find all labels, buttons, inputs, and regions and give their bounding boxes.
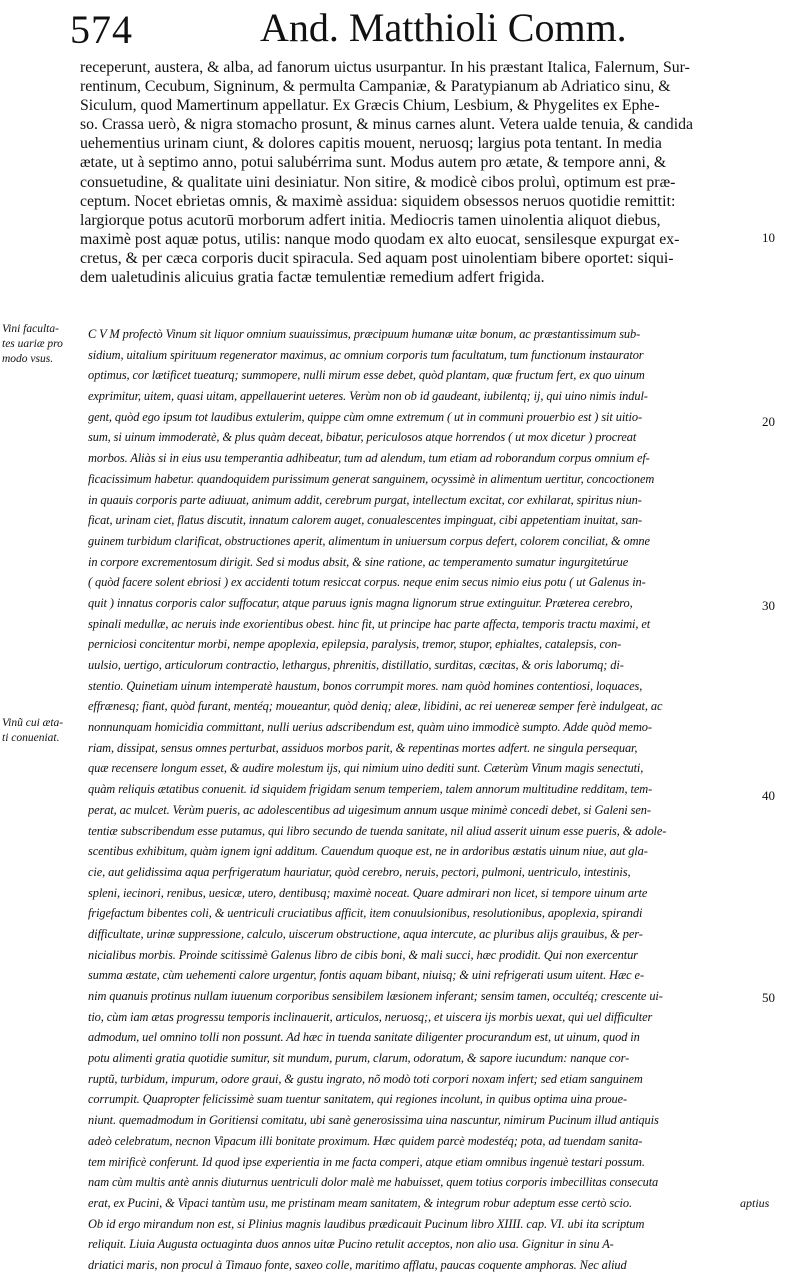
commentary-line: cie, aut gelidissima aqua perfrigeratum hauriatur, quòd cerebro, neruis, pectori, pulmoni, uentriculo, intestinis, bbox=[88, 864, 631, 879]
commentary-line: frigefactum bibentes coli, & uentriculi cruciatibus afficit, item conuulsionibus, resolutionibus, apoplexia, spirandi bbox=[88, 906, 643, 921]
commentary-line: sum, si uinum immoderatè, & plus quàm deceat, bibatur, periculosos atque horrendos ( ut mox dicetur ) procreat bbox=[88, 430, 637, 445]
line-number-50: 50 bbox=[762, 990, 775, 1005]
commentary-line: quit ) innatus corporis calor suffocatur, atque paruus ignis magna lignorum strue extinguitur. Præterea cerebro, bbox=[88, 595, 633, 610]
commentary-line: exprimitur, uitem, quasi uitam, appellauerint ueteres. Verùm non ob id gaudeant, iubilentq; ij, qui uino nimis indul- bbox=[88, 389, 648, 404]
commentary-line: guinem turbidum clarificat, obstructiones aperit, alimentum in uniuersum corpus defert, colorem conciliat, & omne bbox=[88, 533, 650, 548]
line-number-30: 30 bbox=[762, 598, 775, 613]
page-number: 574 bbox=[70, 7, 133, 52]
commentary-line: ficacissimum habetur. quandoquidem purissimum generat sanguinem, ocyssimè in alimentum uertitur, concoctionem bbox=[88, 471, 655, 486]
text-line: largiorque potus acutorū morborum adfert initia. Mediocris tamen uinolentia aliquot diebus, bbox=[80, 211, 661, 229]
commentary-line: tem mirificè conferunt. Id quod ipse experientia in me facta comperi, atque etiam omnibus ingenuè testari possum. bbox=[88, 1154, 645, 1169]
text-line: rentinum, Cecubum, Signinum, & permulta Campaniæ, & Paratypianum ab Adriatico sinu, & bbox=[80, 78, 671, 96]
text-line: Siculum, quod Mamertinum appellatur. Ex Græcis Chium, Lesbium, & Phygelites ex Ephe- bbox=[80, 97, 660, 115]
side-note-line: Vinũ cui æta- bbox=[2, 717, 64, 729]
commentary-line: scentibus exhibitum, quàm ignem igni additum. Cauendum quoque est, ne in ardoribus æstatis uinum niue, aut gla- bbox=[88, 844, 648, 859]
commentary-line: in corpore excrementosum dirigit. Sed si modus absit, & sine ratione, ac temperamento sumatur ingurgitetúrue bbox=[88, 554, 629, 569]
commentary-line: tio, cùm iam ætas progressu temporis inclinauerit, articulos, neruosq;, et uiscera ijs morbis uexat, qui uel difficulter bbox=[88, 1009, 653, 1024]
commentary-line: nonnunquam homicidia committant, nulli uerius adscribendum est, quàm uino immodicè sumpto. Adde quòd memo- bbox=[88, 720, 652, 735]
catchword: aptius bbox=[740, 1196, 770, 1210]
side-note-line: tes uariæ pro bbox=[2, 338, 63, 350]
text-line: uehementius urinam ciunt, & dolores capitis mouent, neruosq; largius pota tentant. In media bbox=[80, 135, 662, 153]
text-line: cretus, & per cæca corporis ducit spiracula. Sed aquam post uinolentiam bibere oportet: siqui- bbox=[80, 249, 674, 267]
commentary-line: spinali medullæ, ac neruis inde exorientibus obest. hinc fit, ut principe hac parte affecta, temporis tractu maximi, et bbox=[88, 616, 651, 631]
commentary-line: C V M profectò Vinum sit liquor omnium suauissimus, præcipuum humanæ uitæ bonum, ac præstantissimum sub- bbox=[88, 327, 641, 341]
commentary-line: nicialibus morbis. Proinde scitissimè Galenus libro de cibis boni, & mali succi, hæc prodidit. Qui non exercentur bbox=[88, 947, 638, 962]
commentary-line: ( quòd facere solent ebriosi ) ex accidenti totum resiccat corpus. neque enim secus nimio eius potu ( ut Galenus in- bbox=[88, 575, 646, 590]
commentary-line: corrumpit. Quapropter felicissimè suam tuentur sanitatem, qui regiones incolunt, in quibus optima uina proue- bbox=[88, 1092, 628, 1107]
running-head: And. Matthioli Comm. bbox=[260, 5, 627, 50]
commentary-line: tentiæ subscribendum esse putamus, qui libro secundo de tuenda sanitate, nil aliud asserit uinum esse pueris, & adole- bbox=[88, 823, 667, 838]
commentary-line: effrænesq; fiant, quòd furant, mentéq; moueantur, quòd deniq; aleæ, libidini, ac rei uenereæ semper ferè indulgeat, ac bbox=[88, 699, 663, 714]
text-line: maximè post aquæ potus, utilis: nanque modo quodam ex alto euocat, sensilesque expurgat ex- bbox=[80, 230, 680, 248]
commentary-line: optimus, cor lætificet tueaturq; summopere, nulli mirum esse debet, quòd plantam, quæ fructum fert, ex quo uinum bbox=[88, 368, 645, 383]
commentary-line: niunt. quemadmodum in Goritiensi comitatu, ubi sanè generosissima uina nascuntur, nimirum Pucinum illud antiquis bbox=[88, 1113, 659, 1128]
text-line: receperunt, austera, & alba, ad fanorum uictus usurpantur. In his præstant Italica, Falernum, Sur- bbox=[80, 59, 690, 76]
commentary-line: perat, ac mulcet. Verùm pueris, ac adolescentibus ad uigesimum annum usque minimè concedi debet, si Galeni sen- bbox=[88, 802, 651, 817]
page-header bbox=[70, 4, 710, 56]
text-line: so. Crassa uerò, & nigra stomacho prosunt, & minus carnes alunt. Vetera ualde tenuia, & candida bbox=[80, 116, 693, 134]
text-line: ceptum. Nocet ebrietas omnis, & maximè assidua: siquidem obsessos neruos quotidie remittit: bbox=[80, 192, 676, 210]
commentary-line: uulsio, uertigo, articulorum contractio, lethargus, phrenitis, distillatio, surditas, cæcitas, & oris laborumq; di- bbox=[88, 658, 624, 672]
commentary-line: sidium, uitalium spirituum regenerator maximus, ac omnium corporis tum facultatum, tum functionum instaurator bbox=[88, 347, 644, 362]
commentary-line: potu alimenti gratia quotidie sumitur, sit mundum, purum, clarum, odoratum, & sapore iucundum: nanque cor- bbox=[88, 1051, 630, 1066]
text-line: dem ualetudinis alicuius gratia factæ temulentiæ remedium adfert frigida. bbox=[80, 269, 545, 287]
line-number-40: 40 bbox=[762, 788, 775, 803]
commentary-line: perniciosi concitentur morbi, nempe apoplexia, epilepsia, paralysis, tremor, stupor, ephialtes, catalepsis, con- bbox=[88, 637, 622, 652]
text-line: ætate, ut à septimo anno, potui salubérrima sunt. Modus autem pro ætate, & tempore anni, & bbox=[80, 154, 667, 172]
commentary-line: admodum, uel omnino tolli non possunt. Ad hæc in tuenda sanitate diligenter procurandum est, ut uinum, quod in bbox=[88, 1030, 640, 1045]
commentary-line: morbos. Aliàs si in eius usu temperantia adhibeatur, tum ad alendum, tum etiam ad roborandum corpus omnium ef- bbox=[88, 451, 650, 466]
commentary-line: difficultate, urinæ suppressione, calculo, uiscerum obstructione, aqua intercute, ac pluribus alijs grauibus, & per- bbox=[88, 926, 643, 941]
commentary-line: reliquit. Liuia Augusta octuaginta duos annos uitæ Pucino retulit acceptos, non alio usa. Gignitur in sinu A- bbox=[88, 1237, 614, 1252]
text-line: consuetudine, & qualitate uini desiniatur. Non sitire, & modicè cibos proluì, optimum est præ- bbox=[80, 173, 676, 191]
commentary-line: ficat, urinam ciet, flatus discutit, innatum calorem auget, conualescentes impinguat, cibi appetentiam inuitat, san- bbox=[88, 513, 643, 528]
commentary-line: gent, quòd ego ipsum tot laudibus extulerim, quippe cùm omne extremum ( ut in communi prouerbio est ) sit uitio- bbox=[88, 409, 642, 424]
main-text-block bbox=[80, 58, 730, 287]
commentary-block bbox=[88, 324, 738, 1276]
commentary-line: ruptũ, turbidum, impurum, odore graui, & gustu ingrato, nõ modò toti corpori noxam infert; sed etiam sanguinem bbox=[88, 1071, 643, 1086]
side-note-line: modo vsus. bbox=[2, 353, 54, 365]
line-number-10: 10 bbox=[762, 230, 775, 245]
commentary-line: adeò celebratum, necnon Vipacum illi bonitate proximum. Hæc quidem parcè modestéq; pota, ad tuendam sanita- bbox=[88, 1133, 643, 1148]
commentary-line: Ob id ergo mirandum non est, si Plinius magnis laudibus prædicauit Pucinum libro XIIII. cap. VI. ubi ita scriptum bbox=[88, 1216, 645, 1231]
commentary-line: quæ recensere longum esset, & audire molestum ijs, qui nimium uino dediti sunt. Cæterùm Vinum magis senectuti, bbox=[88, 761, 644, 776]
commentary-line: spleni, iecinori, renibus, uesicæ, utero, dentibusq; maximè noceat. Quare admirari non licet, si tempore uinum arte bbox=[88, 885, 648, 900]
commentary-line: riam, dissipat, sensus omnes perturbat, assiduos morbos parit, & repentinas mortes adfert. ne singula persequar, bbox=[88, 740, 638, 755]
side-note-line: ti conueniat. bbox=[2, 732, 60, 744]
commentary-line: stentio. Quinetiam uinum intemperatè haustum, bonos corrumpit mores. nam quòd homines contentiosi, loquaces, bbox=[88, 678, 643, 693]
line-number-20: 20 bbox=[762, 414, 775, 429]
commentary-line: nim quanuis protinus nullam iuuenum corporibus sensibilem læsionem inferant; sensim tamen, occultéq; crescente ui- bbox=[88, 989, 663, 1003]
commentary-line: summa æstate, cùm uehementi calore urgentur, fontis aquam bibant, niuisq; & uini refrigerati usum uitent. Hæc e- bbox=[88, 968, 644, 983]
side-note-line: Vini faculta- bbox=[2, 323, 59, 335]
side-note-vinum-cui-aetati bbox=[2, 716, 63, 746]
commentary-line: driatici maris, non procul à Timauo fonte, saxeo colle, maritimo afflatu, paucas coquente amphoras. Nec aliud bbox=[88, 1257, 627, 1272]
commentary-line: quàm reliquis ætatibus conuenit. id siquidem frigidam senum temperiem, talem annorum multitudine redditam, tem- bbox=[88, 782, 653, 797]
commentary-line: nam cùm multis antè annis diuturnus uentriculi dolor malè me habuisset, quem totius corporis imbecillitas consecuta bbox=[88, 1175, 659, 1190]
commentary-line: in quauis corporis parte adiuuat, animum addit, cerebrum purgat, intellectum excitat, cor exhilarat, spiritus niun- bbox=[88, 492, 642, 507]
commentary-line: erat, ex Pucini, & Vipaci tantùm usu, me pristinam meam sanitatem, & integrum robur adeptum esse certò scio. bbox=[88, 1195, 632, 1210]
side-note-vini-facultates bbox=[2, 322, 63, 367]
